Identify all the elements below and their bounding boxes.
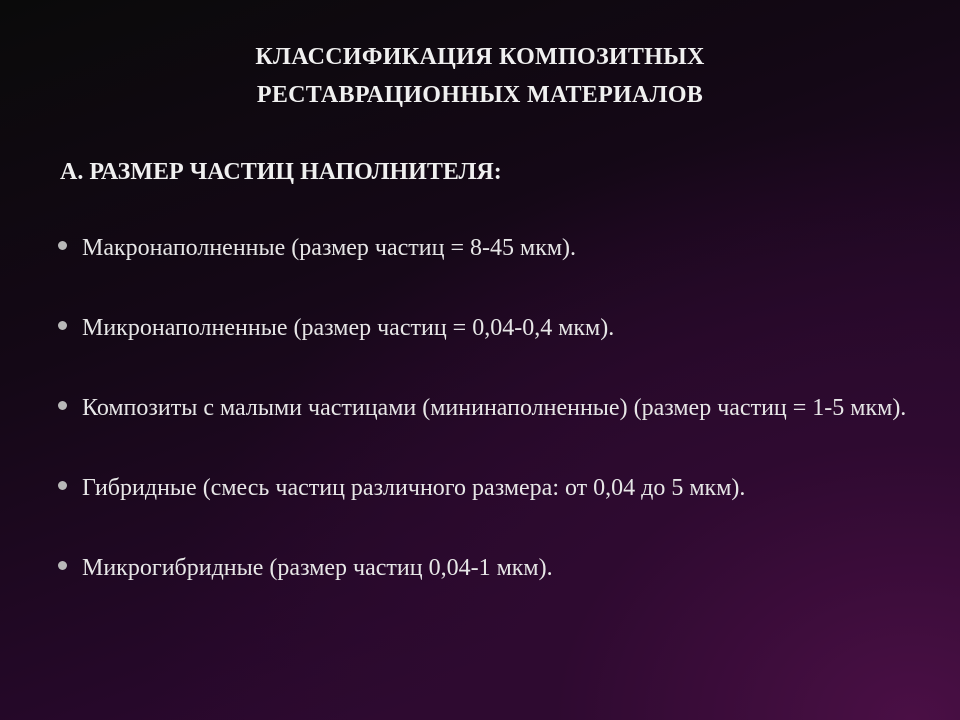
list-item — [58, 552, 918, 585]
bullet-dot-icon — [58, 561, 67, 570]
list-item-text: Макронаполненные (размер частиц = 8-45 мкм). — [82, 235, 577, 261]
bullet-dot-icon — [58, 321, 67, 330]
bullet-list — [58, 232, 918, 585]
title-line-2: РЕСТАВРАЦИОННЫХ МАТЕРИАЛОВ — [256, 82, 704, 108]
list-item-text: Гибридные (смесь частиц различного размера: от 0,04 до 5 мкм). — [82, 475, 746, 501]
list-item-text: Композиты с малыми частицами (мининаполненные) (размер частиц = 1-5 мкм). — [82, 395, 907, 421]
slide-title — [0, 38, 960, 114]
list-item — [58, 392, 918, 425]
list-item — [58, 312, 918, 345]
bullet-dot-icon — [58, 241, 67, 250]
list-item — [58, 472, 918, 505]
list-item — [58, 232, 918, 265]
list-item-text: Микрогибридные (размер частиц 0,04-1 мкм). — [82, 555, 553, 581]
title-line-1: КЛАССИФИКАЦИЯ КОМПОЗИТНЫХ — [255, 44, 705, 70]
bullet-dot-icon — [58, 481, 67, 490]
section-heading: А. РАЗМЕР ЧАСТИЦ НАПОЛНИТЕЛЯ: — [60, 159, 502, 185]
list-item-text: Микронаполненные (размер частиц = 0,04-0,4 мкм). — [82, 315, 615, 341]
bullet-dot-icon — [58, 401, 67, 410]
